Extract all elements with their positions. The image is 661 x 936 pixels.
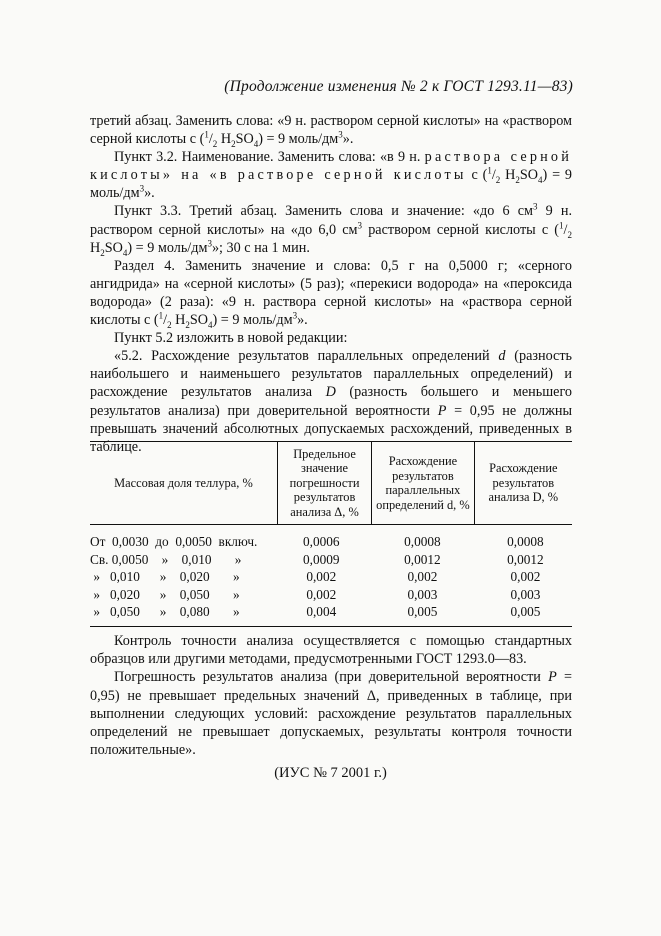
header-analysis-discrepancy: Расхождение результатов анализа D, % (474, 442, 572, 524)
table-body (90, 525, 572, 627)
cell-delta: 0,004 (306, 604, 337, 619)
table-row (90, 551, 572, 569)
paragraph-4: Раздел 4. Заменить значение и слова: 0,5 г на 0,5000 г; «серного ангидрида» на «серной кислоты» (5 раз); «перекиси водорода» на «пероксида водорода» (2 раза): «9 н. раствора серной кислоты» на «раствора серной кислоты c ($^1/_2$ $H_2SO_4) = 9$ моль/$дм^3$». (90, 257, 572, 330)
cell-d: 0,002 (407, 569, 438, 584)
paragraph-3: Пункт 3.3. Третий абзац. Заменить слова и значение: «до 6 $см^3$ 9 н. раствором серной кислоты» на «до 6,0 $см^3$ раствором серной кислоты c ($^1/_2$ $H_2SO_4) = 9$ моль/$дм^3$»; 30 с на 1 мин. (90, 201, 573, 258)
paragraph-6: «5.2. Расхождение результатов параллельных определений d (разность наибольшего и наименьшего результатов параллельных определений) и расхождение результатов анализа D (разность большего и меньшего результатов анализа) при доверительной вероятности P = 0,95 не должны превышать значений абсолютных допускаемых расхождений, приведенных в таблице. (90, 348, 573, 455)
cell-d: 0,0008 (404, 534, 441, 549)
table-header (90, 442, 572, 525)
cell-range: » 0,020 » 0,050 » (90, 586, 240, 602)
cell-delta: 0,0006 (303, 534, 340, 549)
table-row (90, 586, 572, 604)
cell-range: » 0,050 » 0,080 » (90, 604, 240, 619)
cell-D: 0,005 (510, 604, 541, 619)
cell-D: 0,003 (510, 586, 541, 602)
after-table-text (90, 632, 572, 759)
cell-D: 0,0012 (507, 551, 544, 567)
cell-d: 0,005 (407, 604, 438, 619)
cell-range: Св. 0,0050 » 0,010 » (90, 551, 242, 567)
cell-range: От 0,0030 до 0,0050 включ. (90, 534, 258, 549)
cell-d: 0,0012 (404, 551, 441, 567)
cell-delta: 0,002 (306, 586, 337, 602)
ius-reference: (ИУС № 7 2001 г.) (274, 765, 387, 781)
cell-D: 0,002 (510, 569, 541, 584)
page-header: (Продолжение изменения № 2 к ГОСТ 1293.11—83) (224, 78, 573, 95)
body-text (90, 112, 572, 456)
table-row (90, 568, 572, 586)
cell-range: » 0,010 » 0,020 » (90, 569, 240, 584)
table-row (90, 603, 572, 621)
paragraph-error: Погрешность результатов анализа (при доверительной вероятности P = 0,95) не превышает предельных значений Δ, приведенных в таблице, при выполнении следующих условий: расхождение результатов параллельных определений не превышает допускаемых, результаты контроля точности положительные». (90, 669, 572, 759)
tellurium-table (90, 441, 572, 627)
paragraph-5: Пункт 5.2 изложить в новой редакции: (114, 330, 348, 347)
paragraph-control: Контроль точности анализа осуществляется с помощью стандартных образцов или другими методами, предусмотренными ГОСТ 1293.0—83. (90, 633, 572, 668)
paragraph-1: третий абзац. Заменить слова: «9 н. раствором серной кислоты» на «раствором серной кислоты c ($^1/_2$ $H_2SO_4) = 9$ моль/$дм^3$». (90, 113, 572, 149)
cell-delta: 0,002 (306, 569, 337, 584)
cell-d: 0,003 (407, 586, 438, 602)
header-error-limit: Предельное значение погрешности результатов анализа Δ, % (277, 442, 371, 524)
paragraph-2: Пункт 3.2. Наименование. Заменить слова: «в 9 н. раствора серной кислоты» на «в растворе серной кислоты c ($^1/_2$ $H_2SO_4) = 9$ моль/$дм^3$». (90, 149, 572, 202)
header-mass-fraction: Массовая доля теллура, % (114, 475, 253, 490)
table-row (90, 533, 572, 551)
header-parallel-discrepancy: Расхождение результатов параллельных определений d, % (371, 442, 473, 524)
cell-D: 0,0008 (507, 534, 544, 549)
cell-delta: 0,0009 (303, 551, 340, 567)
